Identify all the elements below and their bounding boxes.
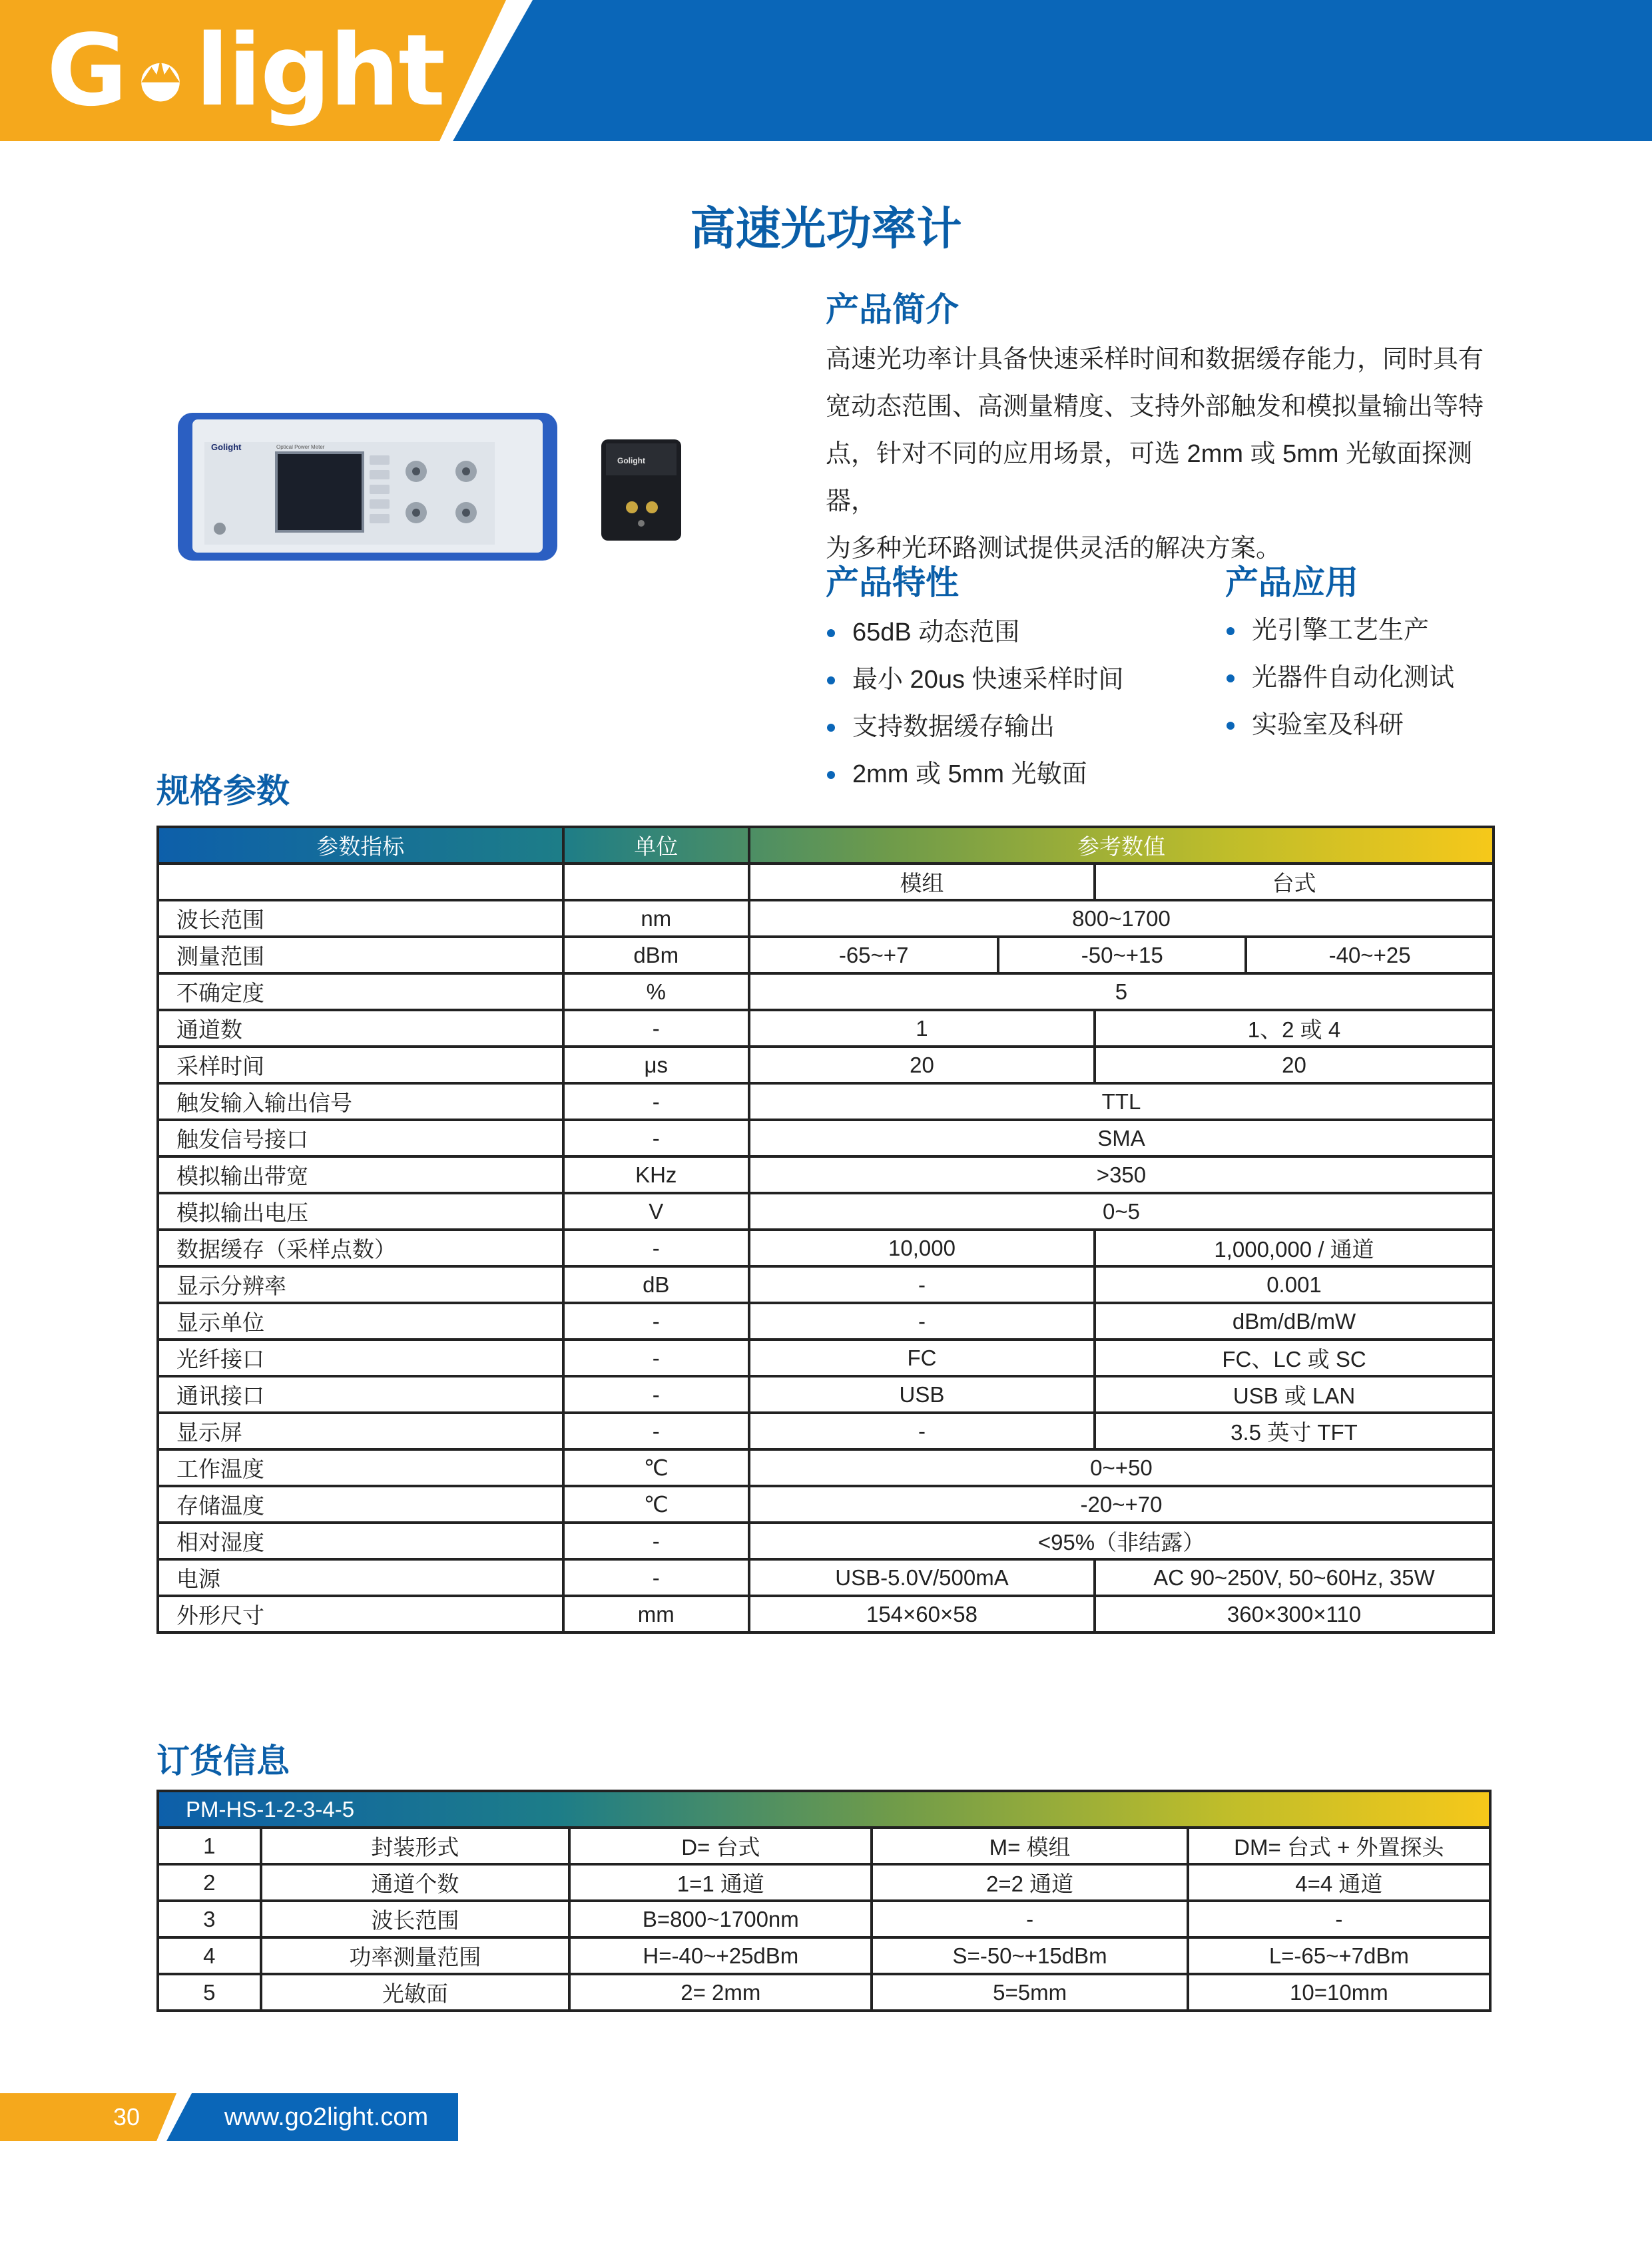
applications-list [1225,607,1505,749]
ordering-heading: 订货信息 [156,1742,290,1780]
intro-paragraph [826,336,1505,573]
application-item: 光器件自动化测试 [1225,654,1505,702]
page-title: 高速光功率计 [690,204,962,254]
table-row: 触发输入输出信号 - TTL [158,1083,1494,1120]
external-probe [601,439,681,541]
table-row: 波长范围 nm 800~1700 [158,900,1494,937]
table-row: 5 光敏面 2= 2mm 5=5mm 10=10mm [158,1974,1490,2011]
intro-line: 点，针对不同的应用场景，可选 2mm 或 5mm 光敏面探测器， [826,440,1473,515]
specs-col-param: 参数指标 [158,827,563,864]
intro-line: 高速光功率计具备快速采样时间和数据缓存能力，同时具有 [826,346,1484,374]
specs-col-value: 参考数值 [749,827,1494,864]
table-row: 数据缓存（采样点数） - 10,000 1,000,000 / 通道 [158,1230,1494,1266]
feature-item: 最小 20us 快速采样时间 [826,656,1199,704]
device-brand: Golight [211,442,242,452]
intro-line: 宽动态范围、高测量精度、支持外部触发和模拟量输出等特 [826,393,1484,421]
application-item: 光引擎工艺生产 [1225,607,1505,654]
feature-item: 支持数据缓存输出 [826,704,1199,751]
footer-accent [0,2093,176,2141]
table-row: 不确定度 % 5 [158,973,1494,1010]
feature-item: 2mm 或 5mm 光敏面 [826,751,1199,798]
table-row: 光纤接口 - FC FC、LC 或 SC [158,1340,1494,1376]
table-row: 存储温度 ℃ -20~+70 [158,1486,1494,1523]
probe-brand: Golight [617,456,645,465]
features-list [826,609,1199,798]
table-row: 显示屏 - - 3.5 英寸 TFT [158,1413,1494,1449]
table-row: 触发信号接口 - SMA [158,1120,1494,1156]
ordering-table [156,1790,1492,2012]
table-row: 工作温度 ℃ 0~+50 [158,1449,1494,1486]
table-row: 测量范围 dBm -65~+7 -50~+15 -40~+25 [158,937,1494,973]
table-row: 3 波长范围 B=800~1700nm - - [158,1901,1490,1937]
specs-table [156,826,1495,1634]
specs-heading: 规格参数 [156,772,290,810]
specs-subheader-row [158,864,1494,900]
device-model: Optical Power Meter [276,444,325,450]
specs-col-unit: 单位 [563,827,749,864]
table-row: 外形尺寸 mm 154×60×58 360×300×110 [158,1596,1494,1632]
logo-left: G [47,13,127,128]
table-row: 2 通道个数 1=1 通道 2=2 通道 4=4 通道 [158,1864,1490,1901]
ordering-code: PM-HS-1-2-3-4-5 [158,1791,1490,1828]
intro-heading: 产品简介 [826,291,959,328]
table-row: 1 封装形式 D= 台式 M= 模组 DM= 台式 + 外置探头 [158,1828,1490,1864]
golight-logo [47,13,444,128]
power-meter-device [178,413,557,561]
specs-sub-desktop: 台式 [1095,864,1494,900]
table-row: 通道数 - 1 1、2 或 4 [158,1010,1494,1047]
table-row: 4 功率测量范围 H=-40~+25dBm S=-50~+15dBm L=-65~+7dBm [158,1937,1490,1974]
product-image [170,399,836,566]
specs-sub-module: 模组 [749,864,1095,900]
sun-logo-icon [129,45,192,109]
website-link[interactable]: www.go2light.com [224,2103,429,2131]
features-heading: 产品特性 [826,564,959,601]
table-row: 电源 - USB-5.0V/500mA AC 90~250V, 50~60Hz, 35W [158,1559,1494,1596]
ordering-code-row [158,1791,1490,1828]
table-row: 显示单位 - - dBm/dB/mW [158,1303,1494,1340]
logo-right: light [195,13,444,128]
table-row: 相对湿度 - <95%（非结露） [158,1523,1494,1559]
application-item: 实验室及科研 [1225,702,1505,749]
table-row: 显示分辨率 dB - 0.001 [158,1266,1494,1303]
table-row: 模拟输出电压 V 0~5 [158,1193,1494,1230]
table-row: 采样时间 μs 20 20 [158,1047,1494,1083]
specs-header-row [158,827,1494,864]
page-number: 30 [113,2103,140,2130]
table-row: 通讯接口 - USB USB 或 LAN [158,1376,1494,1413]
intro-line: 为多种光环路测试提供灵活的解决方案。 [826,535,1282,563]
applications-heading: 产品应用 [1225,564,1358,601]
feature-item: 65dB 动态范围 [826,609,1199,656]
table-row: 模拟输出带宽 KHz >350 [158,1156,1494,1193]
